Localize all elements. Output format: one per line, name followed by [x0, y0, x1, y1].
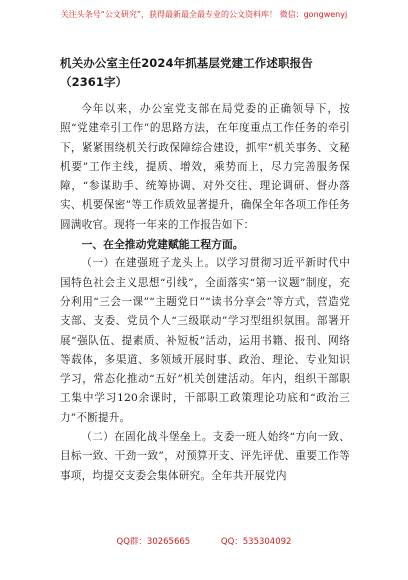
footer-qq-group: QQ群：30265665	[116, 537, 191, 547]
document-body	[60, 54, 350, 486]
header-banner: 关注头条号“公文研究”，获得最新最全最专业的公文资料库！ 微信：gongwenyj	[60, 10, 348, 19]
footer-qq: QQ：535304092	[220, 537, 292, 547]
intro-paragraph: 今年以来，办公室党支部在局党委的正确领导下，按照“党建牵引工作”的思路方法，在年度重点工作任务的牵引下，紧紧围绕机关行政保障综合建设，抓牢“机关事务、文秘机要”工作主线，提质、增效，乘势而上，尽力完善服务保障，“参谋助手、统筹协调、对外交往、理论调研、督办落实、机要保密”等工作质效显著提升，确保全年各项工作任务圆满收官。现将一年来的工作报告如下：	[60, 103, 350, 231]
subsection-paragraph-2: （二）在固化战斗堡垒上。支委一班人始终“方向一致、目标一致、干劲一致”，对预算开支、评先评优、重要工作等事项，均提交支委会集体研究。全年共开展党内	[60, 431, 350, 482]
subsection-paragraph-1: （一）在建强班子龙头上。以学习贯彻习近平新时代中国特色社会主义思想“引线”，全面落实“第一议题”制度，充分利用“三会一课”“主题党日”“读书分享会”等方式，营造党支部、支委、党员个人“三级联动”学习型组织氛围。部署开展“强队伍、提素质、补短板”活动，运用书籍、报刊、网络等载体，多渠道、多领域开展时事、政治、理论、专业知识学习，常态化推动“五好”机关创建活动。年内，组织干部职工集中学习120余课时，干部职工政策理论功底和“政治三力”不断提升。	[60, 257, 350, 424]
document-title: 机关办公室主任2024年抓基层党建工作述职报告（2361字）	[60, 56, 313, 89]
footer-banner	[0, 536, 408, 548]
section-heading: 一、在全推动党建赋能工程方面。	[81, 238, 244, 252]
